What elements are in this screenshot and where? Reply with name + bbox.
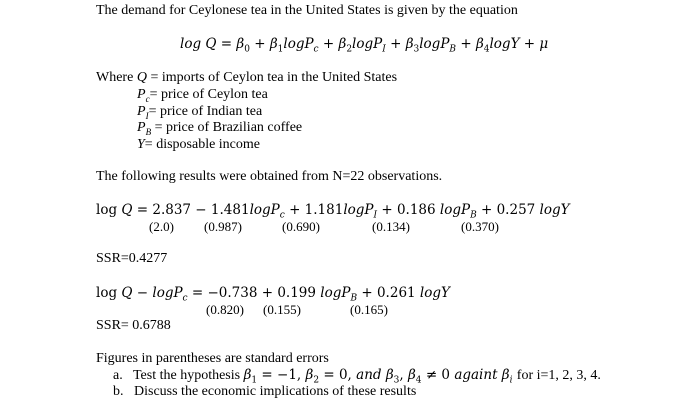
regression2-ssr: SSR= 0.6788 bbox=[96, 318, 171, 333]
regression2-se-0: (0.820) bbox=[206, 302, 244, 317]
standard-errors-note: Figures in parentheses are standard errors bbox=[96, 351, 329, 366]
intro-text: The demand for Ceylonese tea in the United States is given by the equation bbox=[96, 3, 518, 18]
definition-y: Y= disposable income bbox=[137, 137, 261, 152]
definition-pb: $P_B$ = price of Brazilian coffee bbox=[137, 120, 303, 137]
results-intro: The following results were obtained from N=22 observations. bbox=[96, 169, 443, 184]
regression2-se-2: (0.165) bbox=[350, 302, 388, 317]
regression1-se-1: (0.987) bbox=[204, 219, 242, 234]
task-a: a. Test the hypothesis $\beta_1 = -1$, $\beta_2 = 0$, and $\beta_3$, $\beta_4 \ne 0$ againt $\beta_i$ for i=1, 2, 3, 4. bbox=[113, 367, 601, 386]
model-equation: $\log Q = \beta_0 + \beta_1\log P_c + \beta_2\log P_I + \beta_3\log P_B + \beta_4\log Y + \mu$ bbox=[180, 36, 549, 55]
where-label: Where Q = imports of Ceylon tea in the United States bbox=[96, 70, 398, 85]
regression1-se-0: (2.0) bbox=[149, 219, 174, 234]
regression1-ssr: SSR=0.4277 bbox=[96, 251, 168, 266]
definition-pc: $P_c=$ price of Ceylon tea bbox=[137, 87, 268, 104]
definition-pi: $P_I=$ price of Indian tea bbox=[137, 104, 263, 121]
regression1-equation: log Q = 2.837 − 1.481logP$_c$ + 1.181logP$_I$ + 0.186 logP$_B$ + 0.257 logY bbox=[96, 202, 570, 221]
regression2-equation: log Q − logP$_c$ = −0.738 + 0.199 logP$_B$ + 0.261 logY bbox=[96, 285, 450, 304]
regression1-se-3: (0.134) bbox=[372, 219, 410, 234]
task-b: b. Discuss the economic implications of these results bbox=[113, 384, 417, 399]
regression2-se-1: (0.155) bbox=[263, 302, 301, 317]
regression1-se-2: (0.690) bbox=[282, 219, 320, 234]
regression1-se-4: (0.370) bbox=[461, 219, 499, 234]
